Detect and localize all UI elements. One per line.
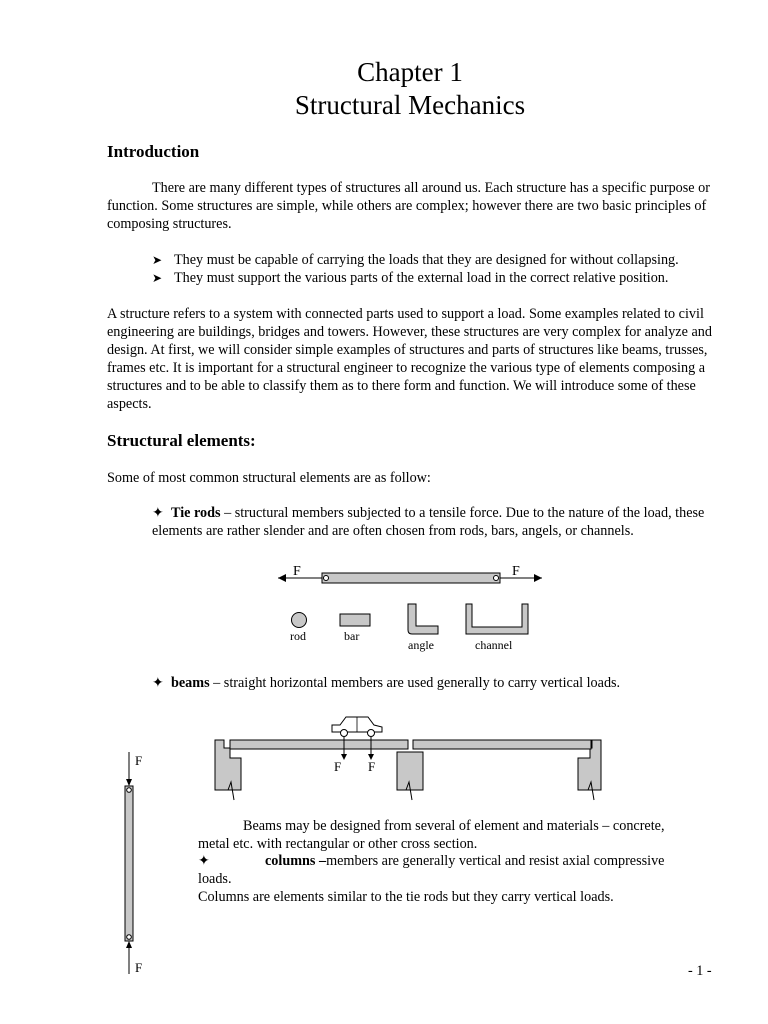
car-wheel-front-icon <box>341 730 348 737</box>
right-arrow-head-icon <box>534 574 542 582</box>
structural-elements-intro: Some of most common structural elements are as follow: <box>107 470 431 486</box>
introduction-heading: Introduction <box>107 142 200 161</box>
principle-text-1: They must be capable of carrying the loads that they are designed for without collapsing. <box>174 252 679 268</box>
columns-note: Columns are elements similar to the tie rods but they carry vertical loads. <box>198 889 614 905</box>
column-bottom-pin-icon <box>127 935 132 940</box>
force-label-right: F <box>512 564 520 579</box>
right-beam-span <box>413 740 591 749</box>
left-arrow-head-icon <box>278 574 286 582</box>
channel-label: channel <box>475 638 513 652</box>
star-bullet-icon: ✦ <box>198 853 210 869</box>
beams-text: – straight horizontal members are used generally to carry vertical loads. <box>209 675 621 691</box>
force-label-left: F <box>293 564 301 579</box>
column-force-label-top: F <box>135 753 143 768</box>
right-pin-icon <box>494 576 499 581</box>
principle-bullet-1 <box>152 251 732 269</box>
rod-label: rod <box>290 629 306 643</box>
bar-label: bar <box>344 629 360 643</box>
column-force-label-bottom: F <box>135 960 143 975</box>
angle-section-icon <box>408 604 438 634</box>
rod-section-icon <box>292 613 307 628</box>
angle-label: angle <box>408 638 434 652</box>
columns-text: members are generally vertical and resist axial compressive loads. <box>198 853 665 887</box>
column-member <box>125 786 133 941</box>
chapter-label: Chapter 1 <box>357 57 463 87</box>
load-arrow-head-1-icon <box>341 754 347 760</box>
car-wheel-rear-icon <box>368 730 375 737</box>
tie-rods-term: Tie rods <box>170 505 221 521</box>
tie-rods-item <box>152 504 717 540</box>
beam-force-label-1: F <box>334 759 342 774</box>
beam-force-label-2: F <box>368 759 376 774</box>
beams-item <box>152 674 712 692</box>
arrow-bullet-icon: ➤ <box>152 253 163 267</box>
left-beam-span <box>230 740 408 749</box>
columns-term: columns – <box>265 853 327 869</box>
tie-rods-text: – structural members subjected to a tensile force. Due to the nature of the load, these elements are rather slender and are often chosen from rods, bars, angels, or channels. <box>152 505 705 539</box>
principle-bullet-2 <box>152 269 732 287</box>
principle-text-2: They must support the various parts of the external load in the correct relative position. <box>174 270 669 286</box>
introduction-paragraph-1: There are many different types of structures all around us. Each structure has a specific purpose or function. Some structures are simple, while others are complex; however there are two basic principles of composing structures. <box>107 180 710 232</box>
column-top-pin-icon <box>127 788 132 793</box>
beam-diagram <box>210 710 620 805</box>
tie-rod-member <box>322 573 500 583</box>
page-title: Structural Mechanics <box>294 90 526 120</box>
channel-section-icon <box>466 604 528 634</box>
beams-term: beams <box>170 675 210 691</box>
star-bullet-icon: ✦ <box>152 675 164 691</box>
bar-section-icon <box>340 614 370 626</box>
introduction-paragraph-2: A structure refers to a system with connected parts used to support a load. Some examples related to civil engineering are buildings, bridges and towers. However, these structures are very complex for analyze and design. At first, we will consider simple examples of structures and parts of structures like beams, trusses, frames etc. It is important for a structural engineer to recognize the various type of elements composing a structures and to be able to classify them as to there form and function. We will introduce some of these aspects. <box>107 306 712 412</box>
page-number: - 1 - <box>688 963 712 979</box>
beams-note: Beams may be designed from several of element and materials – concrete, metal etc. with rectangular or other cross section. <box>198 818 665 852</box>
tie-rod-diagram <box>260 560 560 660</box>
column-diagram <box>115 748 155 980</box>
columns-item <box>198 852 698 888</box>
column-top-arrow-head-icon <box>126 779 132 786</box>
middle-support <box>397 752 423 790</box>
left-pin-icon <box>324 576 329 581</box>
star-bullet-icon: ✦ <box>152 505 164 521</box>
arrow-bullet-icon: ➤ <box>152 271 163 285</box>
structural-elements-heading: Structural elements: <box>107 431 256 450</box>
